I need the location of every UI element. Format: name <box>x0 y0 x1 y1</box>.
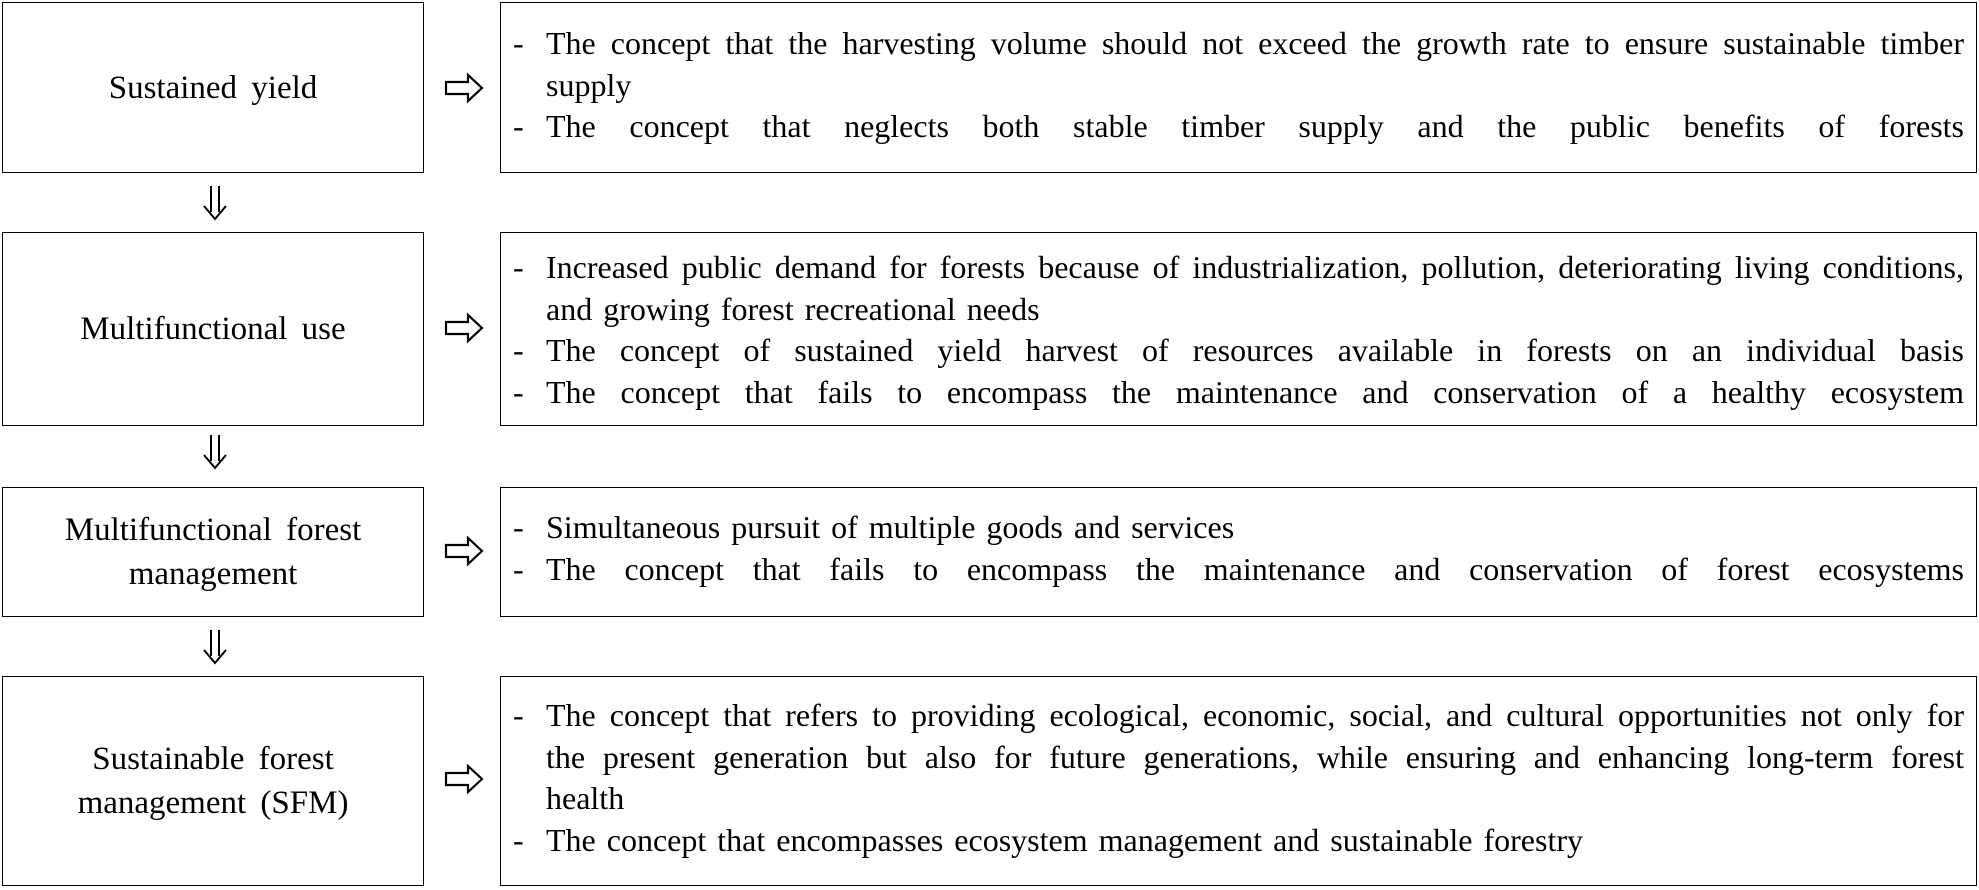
right-arrow-icon <box>444 536 484 566</box>
list-item: - The concept that encompasses ecosystem management and sustainable forestry <box>513 821 1583 858</box>
description-box-sustained-yield <box>500 2 1977 173</box>
right-arrow-icon <box>444 73 484 103</box>
stage-title-line: Multifunctional forest <box>64 512 362 548</box>
list-item: - The concept that the harvesting volume should not exceed the growth rate to ensure sustainable timber supply <box>513 25 1964 103</box>
description-box-multifunctional-forest-management <box>500 487 1977 617</box>
description-box-sustainable-forest-management <box>500 676 1977 886</box>
list-item: - The concept that fails to encompass the maintenance and conservation of forest ecosystems <box>513 550 1964 587</box>
stage-box-multifunctional-use <box>2 232 424 426</box>
stage-title: Sustained yield <box>108 69 318 106</box>
list-item: - The concept of sustained yield harvest of resources available in forests on an individual basis <box>513 332 1964 368</box>
stage-box-sustainable-forest-management <box>2 676 424 886</box>
stage-box-multifunctional-forest-management <box>2 487 424 617</box>
list-item: - Simultaneous pursuit of multiple goods and services <box>513 509 1235 545</box>
down-arrow-icon <box>200 628 230 666</box>
stage-title-line: Sustainable forest <box>92 741 334 777</box>
stage-title-line: management <box>128 556 298 592</box>
list-item: - Increased public demand for forests because of industrialization, pollution, deteriorating living conditions, and growing forest recreational needs <box>513 249 1964 327</box>
list-item: - The concept that fails to encompass the maintenance and conservation of a healthy ecosystem <box>513 373 1964 410</box>
stage-title: Multifunctional use <box>80 311 346 347</box>
down-arrow-icon <box>200 433 230 471</box>
list-item: - The concept that refers to providing ecological, economic, social, and cultural opportunities not only for the present generation but also for future generations, while ensuring and enhancing long-term forest health <box>513 697 1964 816</box>
right-arrow-icon <box>444 764 484 794</box>
down-arrow-icon <box>200 184 230 222</box>
list-item: - The concept that neglects both stable timber supply and the public benefits of forests <box>513 108 1964 144</box>
description-box-multifunctional-use <box>500 232 1977 426</box>
stage-title-line: management (SFM) <box>77 785 349 821</box>
right-arrow-icon <box>444 313 484 343</box>
stage-box-sustained-yield <box>2 2 424 173</box>
